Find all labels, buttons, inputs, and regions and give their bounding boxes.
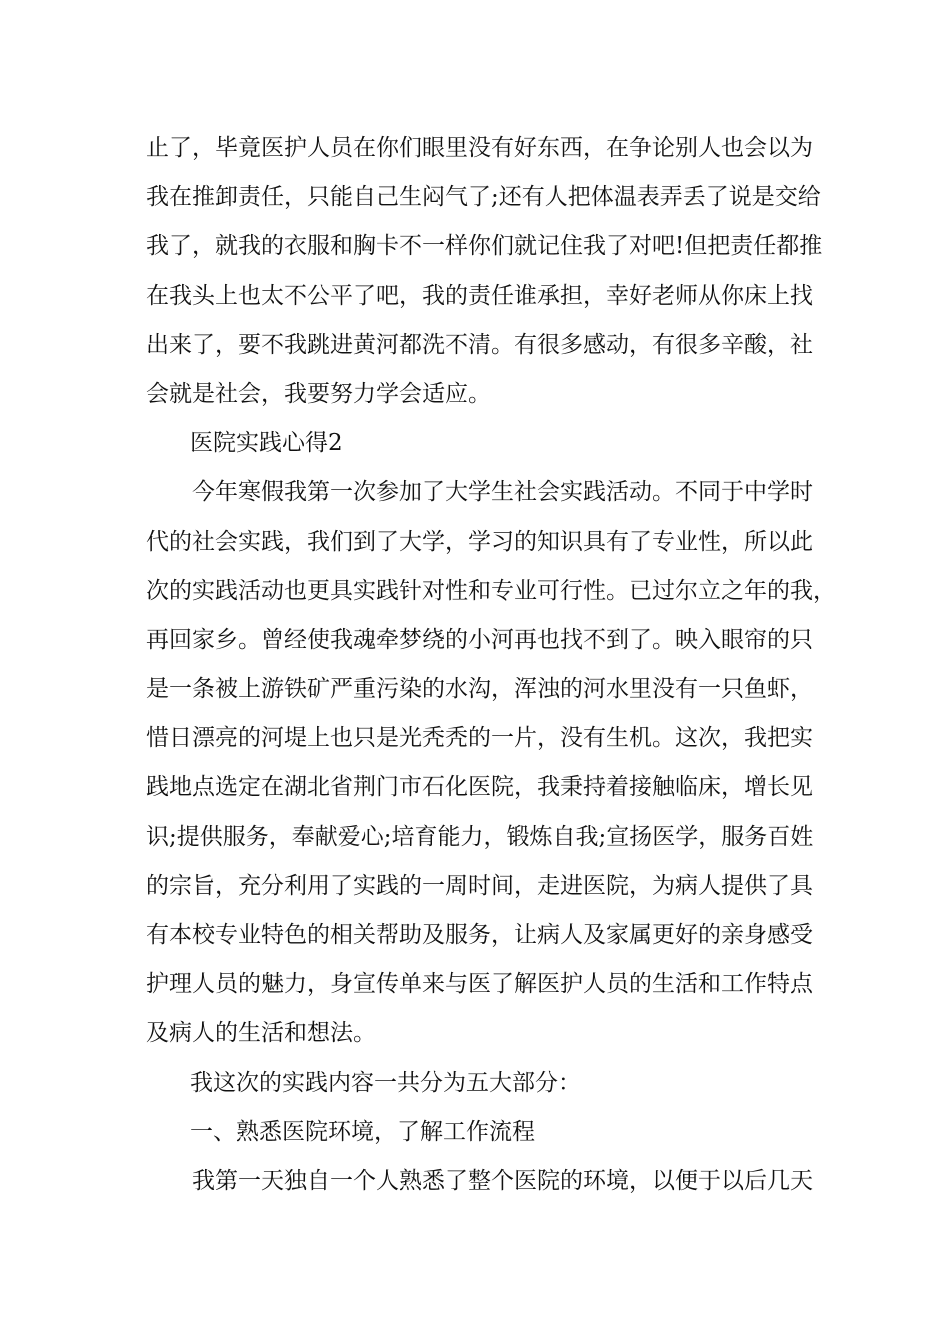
paragraph-first-line: 我第一天独自一个人熟悉了整个医院的环境，以便于以后几天 [192, 1167, 813, 1194]
text-line: 出来了，要不我跳进黄河都洗不清。有很多感动，有很多辛酸，社 [146, 331, 813, 358]
text-line: 有本校专业特色的相关帮助及服务，让病人及家属更好的亲身感受 [146, 922, 813, 948]
document-body [146, 124, 836, 1206]
text-line: 践地点选定在湖北省荆门市石化医院，我秉持着接触临床，增长见 [146, 774, 813, 801]
subsection-heading: 一、熟悉医院环境，了解工作流程 [190, 1118, 535, 1145]
paragraph-first-line: 今年寒假我第一次参加了大学生社会实践活动。不同于中学时 [192, 479, 813, 506]
text-line: 及病人的生活和想法。 [146, 1020, 376, 1047]
text-line: 护理人员的魅力，身宣传单来与医了解医护人员的生活和工作特点 [146, 971, 813, 998]
text-line: 是一条被上游铁矿严重污染的水沟，浑浊的河水里没有一只鱼虾， [146, 676, 813, 703]
text-line: 识;提供服务，奉献爱心;培育能力，锻炼自我;宣扬医学，服务百姓 [146, 823, 814, 850]
section-heading: 医院实践心得2 [190, 430, 343, 457]
text-line: 我了，就我的衣服和胸卡不一样你们就记住我了对吧!但把责任都推 [146, 233, 823, 260]
text-line: 的宗旨，充分利用了实践的一周时间，走进医院，为病人提供了具 [146, 872, 813, 899]
paragraph-first-line: 我这次的实践内容一共分为五大部分： [190, 1069, 581, 1096]
text-line: 会就是社会，我要努力学会适应。 [146, 380, 491, 407]
text-line: 我在推卸责任，只能自己生闷气了;还有人把体温表弄丢了说是交给 [146, 184, 821, 211]
text-line: 再回家乡。曾经使我魂牵梦绕的小河再也找不到了。映入眼帘的只 [146, 626, 813, 653]
text-line: 惜日漂亮的河堤上也只是光秃秃的一片，没有生机。这次，我把实 [146, 725, 813, 752]
text-line: 次的实践活动也更具实践针对性和专业可行性。已过尔立之年的我， [146, 577, 836, 604]
text-line: 在我头上也太不公平了吧，我的责任谁承担，幸好老师从你床上找 [146, 282, 813, 309]
text-line: 止了，毕竟医护人员在你们眼里没有好东西，在争论别人也会以为 [146, 135, 813, 161]
text-line: 代的社会实践，我们到了大学，学习的知识具有了专业性，所以此 [146, 528, 813, 555]
